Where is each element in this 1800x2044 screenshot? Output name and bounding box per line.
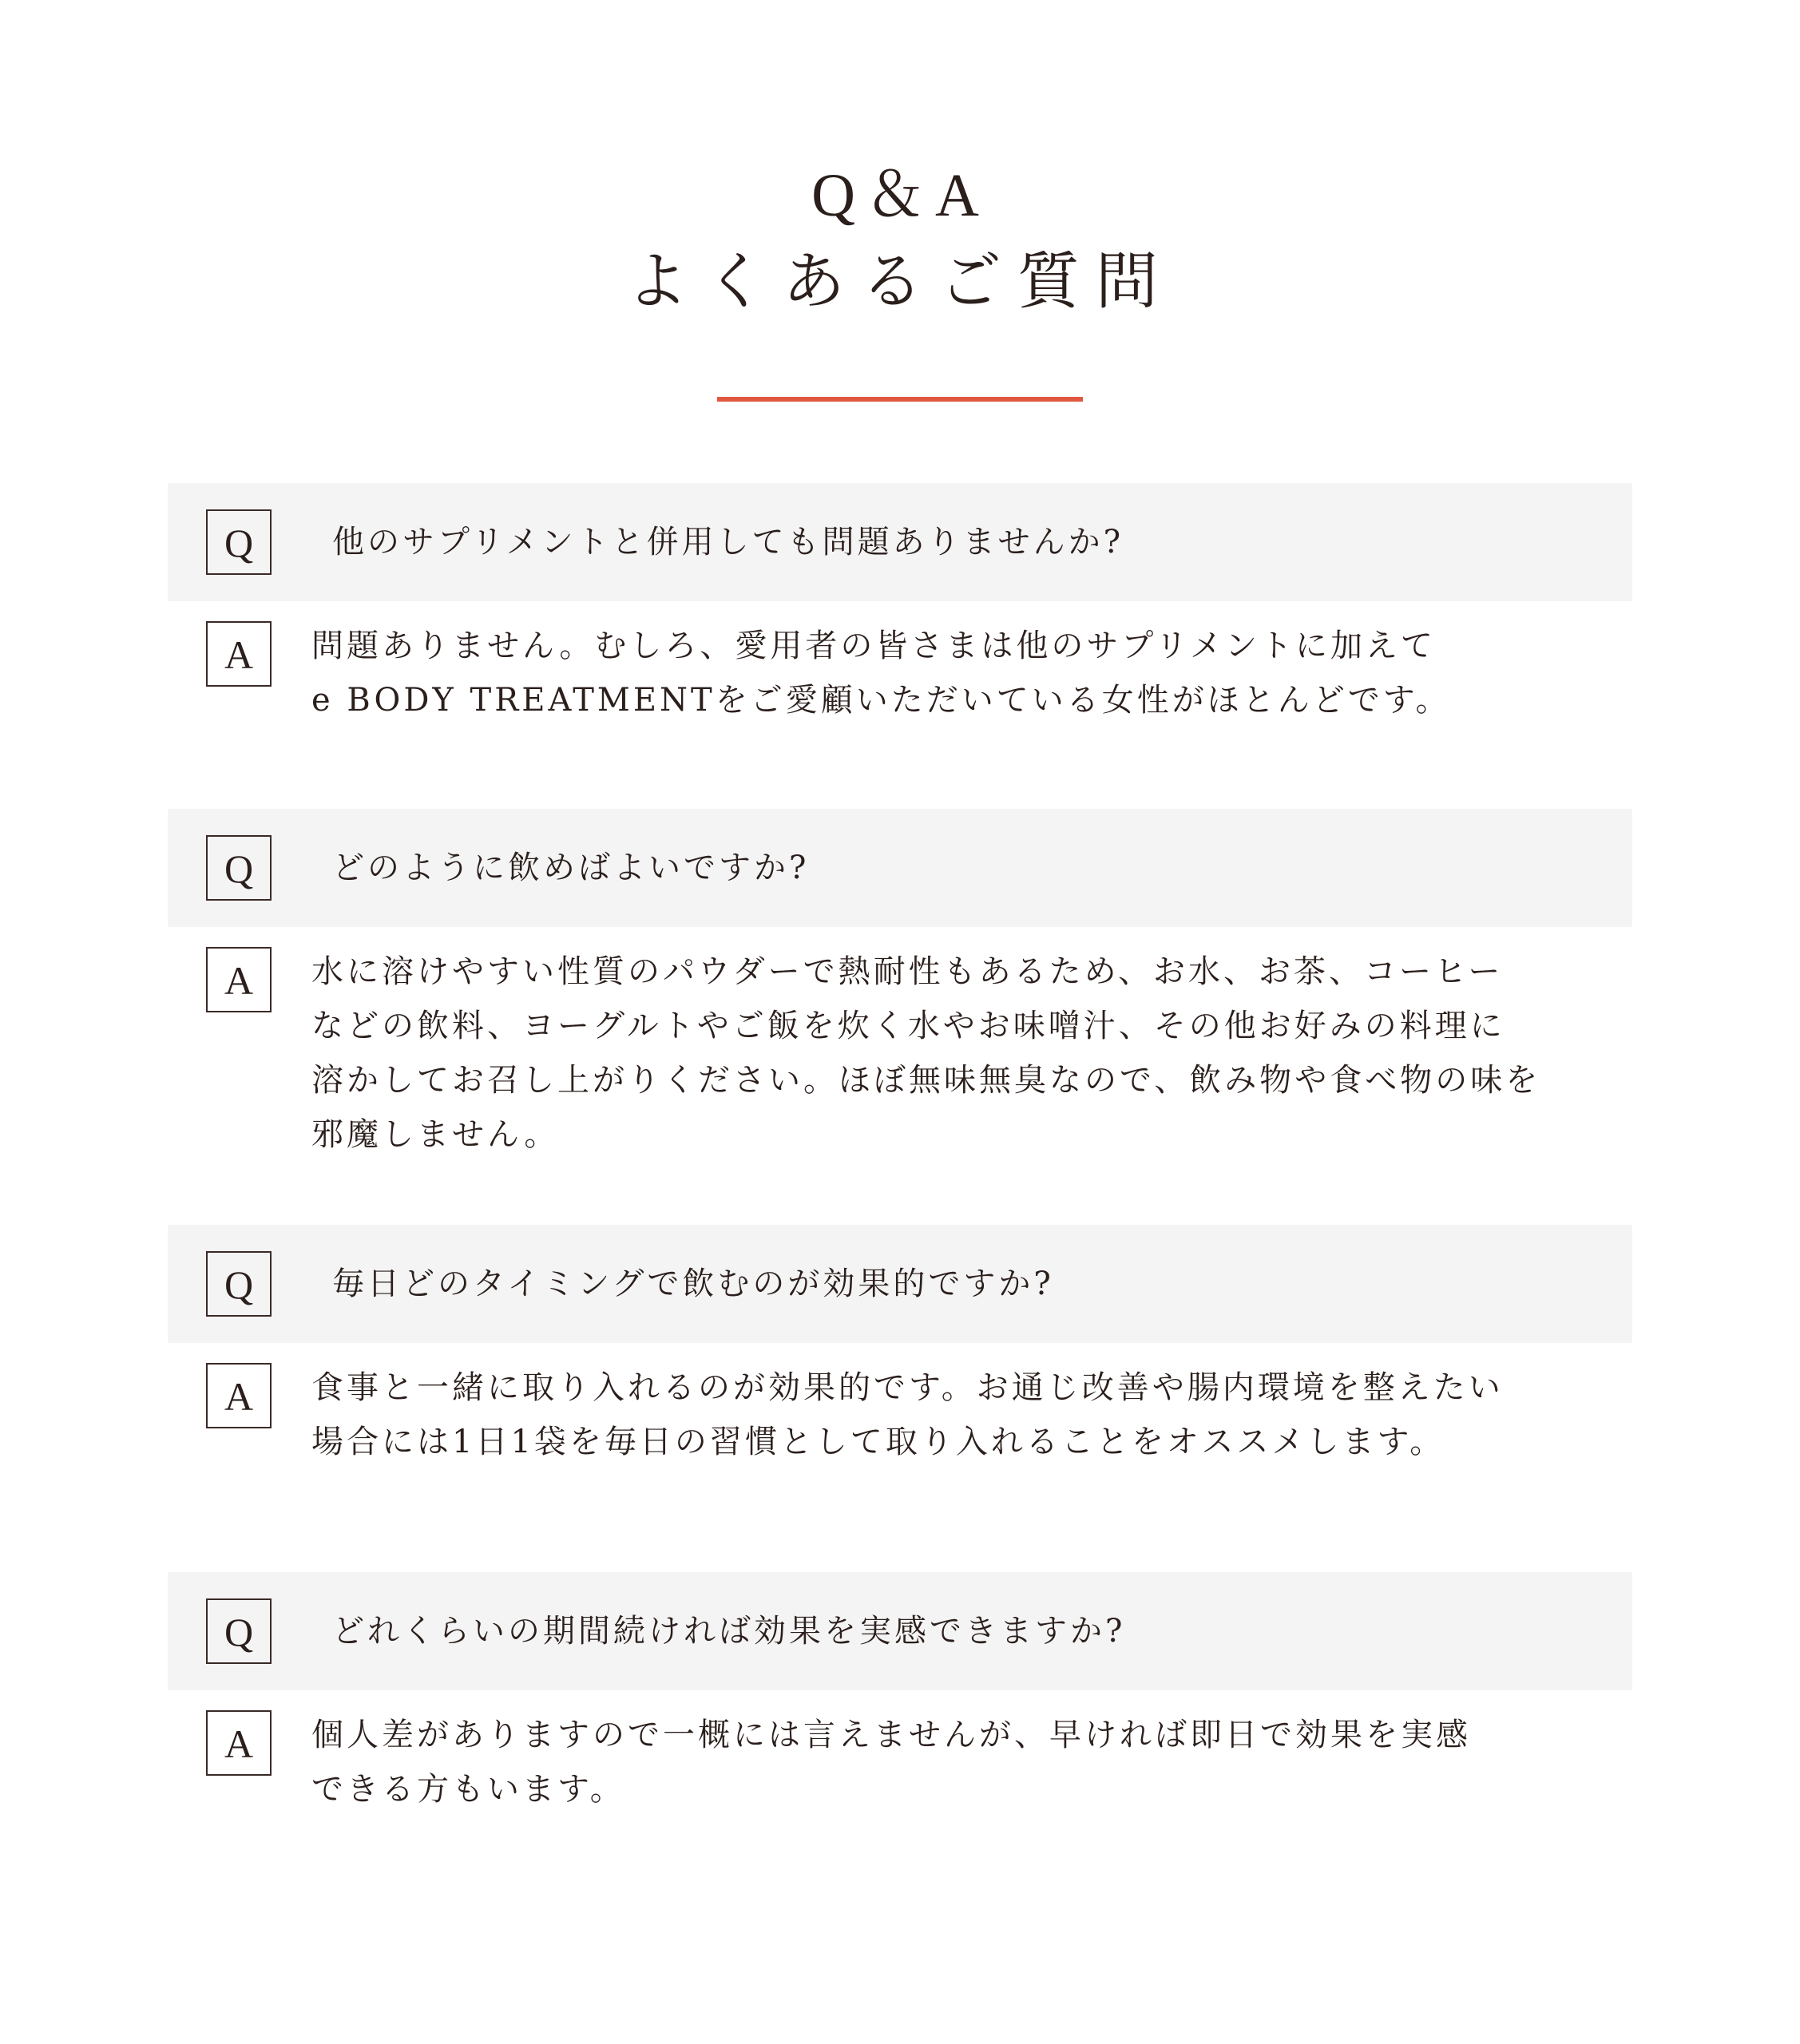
answer-row xyxy=(168,1362,1632,1522)
faq-item xyxy=(168,1225,1632,1522)
a-mark: A xyxy=(206,1710,272,1776)
a-mark: A xyxy=(206,621,272,687)
faq-item xyxy=(168,809,1632,1186)
title-underline xyxy=(717,397,1083,402)
answer-text xyxy=(311,1708,1589,1816)
answer-text xyxy=(311,1361,1589,1469)
answer-line: e BODY TREATMENTをご愛顧いただいている女性がほとんどです。 xyxy=(311,682,1451,719)
answer-line: 問題ありません。むしろ、愛用者の皆さまは他のサプリメントに加えて xyxy=(311,628,1436,664)
answer-line: 個人差がありますので一概には言えませんが、早ければ即日で効果を実感 xyxy=(311,1717,1471,1753)
question-text: どれくらいの期間続ければ効果を実感できますか? xyxy=(332,1613,1126,1650)
answer-line: できる方もいます。 xyxy=(311,1771,625,1808)
answer-line: 邪魔しません。 xyxy=(311,1116,560,1153)
q-mark: Q xyxy=(206,1251,272,1317)
question-text: どのように飲めばよいですか? xyxy=(332,850,810,886)
answer-row xyxy=(168,946,1632,1186)
question-row xyxy=(168,1225,1632,1343)
answer-line: 溶かしてお召し上がりください。ほぼ無味無臭なので、飲み物や食べ物の味を xyxy=(311,1062,1541,1099)
answer-line: 場合には1日1袋を毎日の習慣として取り入れることをオススメします。 xyxy=(311,1424,1445,1460)
question-row xyxy=(168,1572,1632,1690)
answer-line: などの飲料、ヨーグルトやご飯を炊く水やお味噌汁、その他お好みの料理に xyxy=(311,1008,1505,1044)
answer-line: 水に溶けやすい性質のパウダーで熱耐性もあるため、お水、お茶、コーヒー xyxy=(311,953,1504,990)
q-mark: Q xyxy=(206,835,272,901)
faq-header xyxy=(0,152,1800,326)
answer-text xyxy=(311,619,1589,727)
q-mark: Q xyxy=(206,509,272,575)
a-mark: A xyxy=(206,1363,272,1428)
answer-row xyxy=(168,1709,1632,1869)
page-title: よくあるご質問 xyxy=(625,246,1174,318)
faq-item xyxy=(168,483,1632,780)
a-mark: A xyxy=(206,947,272,1012)
answer-text xyxy=(311,945,1589,1162)
answer-row xyxy=(168,620,1632,780)
title-en: Q＆A xyxy=(811,162,989,229)
question-row xyxy=(168,809,1632,927)
q-mark: Q xyxy=(206,1598,272,1664)
faq-item xyxy=(168,1572,1632,1869)
question-text: 毎日どのタイミングで飲むのが効果的ですか? xyxy=(332,1266,1054,1302)
question-row xyxy=(168,483,1632,601)
answer-line: 食事と一緒に取り入れるのが効果的です。お通じ改善や腸内環境を整えたい xyxy=(311,1369,1504,1406)
question-text: 他のサプリメントと併用しても問題ありませんか? xyxy=(332,524,1124,561)
